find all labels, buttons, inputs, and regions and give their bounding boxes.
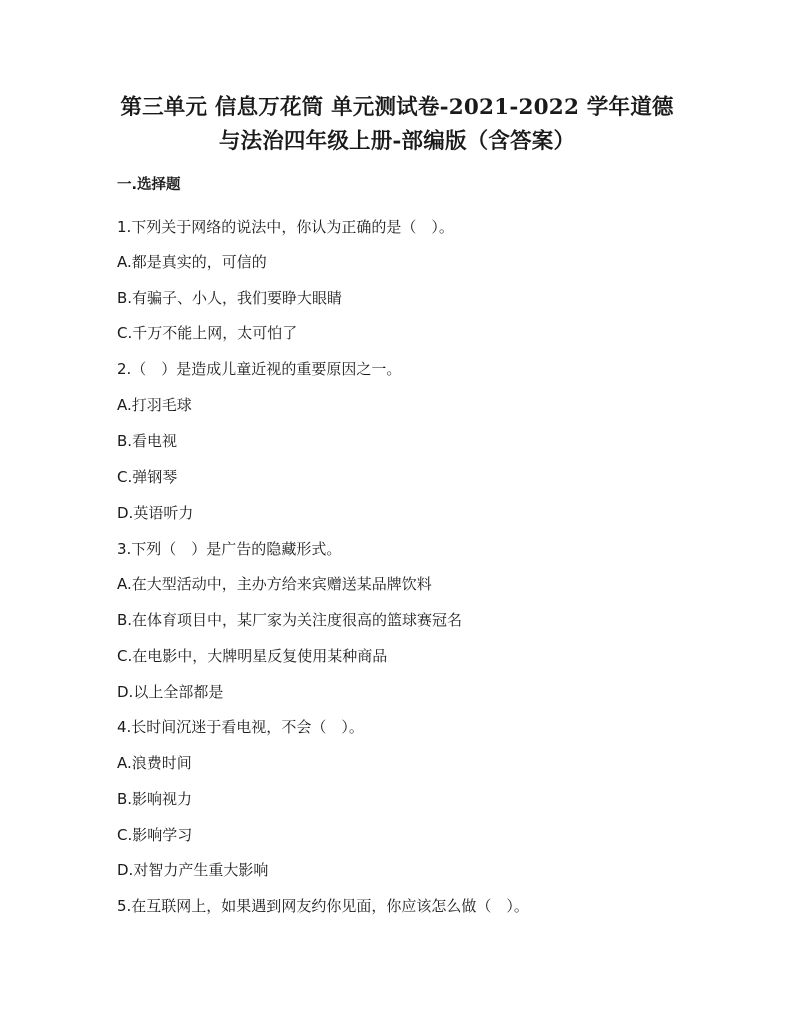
question-4-option-a: A.浪费时间 <box>117 754 192 772</box>
question-3-option-a: A.在大型活动中，主办方给来宾赠送某品牌饮料 <box>117 575 432 593</box>
question-2-option-c: C.弹钢琴 <box>117 468 178 486</box>
question-1-option-c: C.千万不能上网，太可怕了 <box>117 324 298 342</box>
question-3-option-d: D.以上全部都是 <box>117 683 224 701</box>
question-1-option-a: A.都是真实的，可信的 <box>117 253 267 271</box>
question-2: 2.（ ）是造成儿童近视的重要原因之一。 <box>117 360 402 378</box>
question-4-option-d: D.对智力产生重大影响 <box>117 861 269 879</box>
question-3-option-b: B.在体育项目中，某厂家为关注度很高的篮球赛冠名 <box>117 611 463 629</box>
document-title-line-1: 第三单元 信息万花筒 单元测试卷-2021-2022 学年道德 <box>120 95 674 120</box>
question-2-option-d: D.英语听力 <box>117 504 194 522</box>
question-4-option-b: B.影响视力 <box>117 790 193 808</box>
question-3-option-c: C.在电影中，大牌明星反复使用某种商品 <box>117 647 388 665</box>
question-2-option-b: B.看电视 <box>117 432 178 450</box>
question-1: 1.下列关于网络的说法中，你认为正确的是（ ）。 <box>117 218 454 236</box>
question-2-option-a: A.打羽毛球 <box>117 396 192 414</box>
question-4-option-c: C.影响学习 <box>117 826 193 844</box>
question-1-option-b: B.有骗子、小人，我们要睁大眼睛 <box>117 289 343 307</box>
question-5: 5.在互联网上，如果遇到网友约你见面，你应该怎么做（ ）。 <box>117 897 529 915</box>
question-4: 4.长时间沉迷于看电视，不会（ ）。 <box>117 718 364 736</box>
document-title-line-2: 与法治四年级上册-部编版（含答案） <box>218 129 576 154</box>
section-heading: 一.选择题 <box>117 177 181 193</box>
question-3: 3.下列（ ）是广告的隐藏形式。 <box>117 540 342 558</box>
